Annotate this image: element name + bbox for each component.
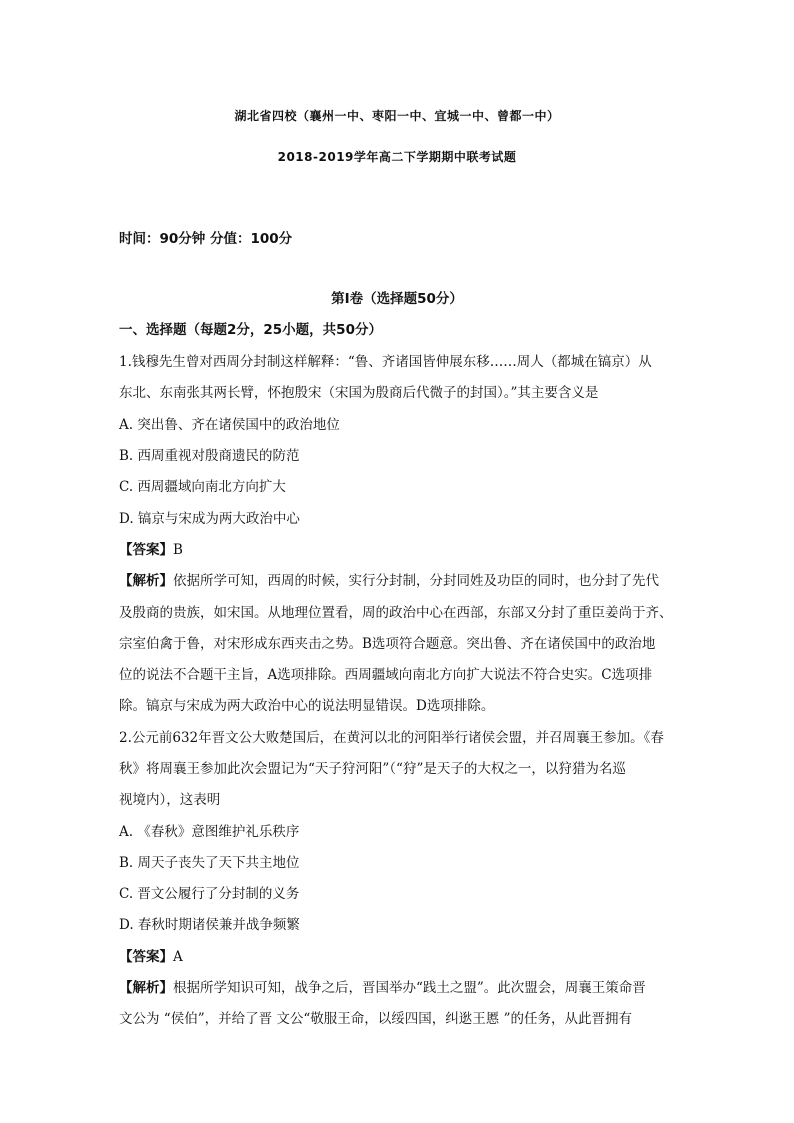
q1-analysis-line3: 宗室伯禽于鲁，对宋形成东西夹击之势。B选项符合题意。突出鲁、齐在诸侯国中的政治地 [119,636,656,652]
q2-option-b: B. 周天子丧失了天下共主地位 [119,855,300,871]
q1-analysis-line2: 及殷商的贵族，如宋国。从地理位置看，周的政治中心在西部，东部又分封了重臣姜尚于齐、 [119,605,673,621]
q1-analysis-line5: 除。镐京与宋成为两大政治中心的说法明显错误。D选项排除。 [119,698,495,714]
section-subheading: 一、选择题（每题2分，25小题，共50分） [119,322,382,338]
q2-analysis-line2: 文公为 “侯伯”，并给了晋 文公“敬服王命，以绥四国，纠逖王慝 ”的任务，从此晋拥有 [119,1011,632,1027]
q1-answer-tag: 【答案】 [119,542,173,558]
q2-stem-line1: 2.公元前632年晋文公大败楚国后，在黄河以北的河阳举行诸侯会盟，并召周襄王参加。《春 [119,730,664,746]
q2-stem-line3: 视境内），这表明 [119,792,221,808]
q1-analysis-line1 [119,572,659,590]
q1-option-b: B. 西周重视对殷商遗民的防范 [119,448,300,464]
q1-answer [119,541,183,559]
document-title-line2: 2018-2019学年高二下学期期中联考试题 [277,150,517,164]
q1-option-d: D. 镐京与宋成为两大政治中心 [119,511,300,527]
q2-analysis-line1 [119,979,646,997]
q2-answer-tag: 【答案】 [119,949,173,965]
section-heading: 第I卷（选择题50分） [331,291,463,307]
q2-option-d: D. 春秋时期诸侯兼并战争频繁 [119,917,300,933]
q1-analysis-line4: 位的说法不合题干主旨，A选项排除。西周疆域向南北方向扩大说法不符合史实。C选项排 [119,667,653,683]
time-score-info: 时间：90分钟 分值：100分 [119,231,293,247]
q1-stem-line1: 1.钱穆先生曾对西周分封制这样解释：“鲁、齐诸国皆伸展东移……周人（都城在镐京）从 [119,354,652,370]
q1-stem-line2: 东北、东南张其两长臂，怀抱殷宋（宋国为殷商后代微子的封国）。”其主要含义是 [119,385,599,401]
q2-option-a: A. 《春秋》意图维护礼乐秩序 [119,824,300,840]
document-title-line1: 湖北省四校（襄州一中、枣阳一中、宜城一中、曾都一中） [234,109,560,123]
q2-answer-value: A [173,949,183,965]
q2-analysis-text1: 根据所学知识可知，战争之后，晋国举办“践土之盟”。此次盟会，周襄王策命晋 [173,980,646,996]
q2-answer [119,948,183,966]
q2-stem-line2: 秋》将周襄王参加此次会盟记为“天子狩河阳”（“狩”是天子的大权之一，以狩猎为名巡 [119,761,626,777]
q1-answer-value: B [173,542,183,558]
q1-analysis-text1: 依据所学可知，西周的时候，实行分封制，分封同姓及功臣的同时，也分封了先代 [173,573,659,589]
q2-option-c: C. 晋文公履行了分封制的义务 [119,886,300,902]
q2-analysis-tag: 【解析】 [119,980,173,996]
q1-option-c: C. 西周疆域向南北方向扩大 [119,479,286,495]
q1-option-a: A. 突出鲁、齐在诸侯国中的政治地位 [119,417,340,433]
q1-analysis-tag: 【解析】 [119,573,173,589]
